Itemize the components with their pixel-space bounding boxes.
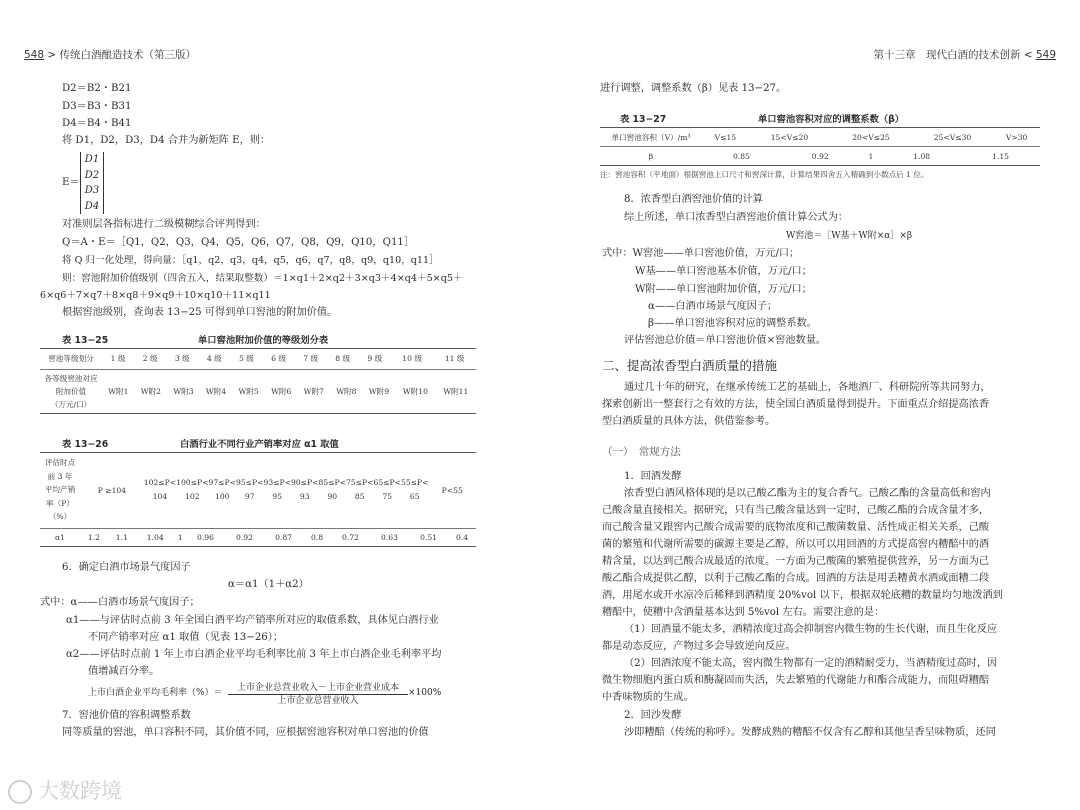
paragraph-line: 酒，用尾水或开水凉冷后稀释到酒精度 20%vol 以下，根据双轮底糟的数量均匀地泼洒到: [602, 590, 1003, 601]
paragraph-line: 浓香型白酒风格体现的是以己酸乙酯为主的复合香气。己酸乙酯的含量高低和窖内: [624, 488, 991, 499]
paragraph-line: （1）回酒量不能太多，酒精浓度过高会抑制窖内微生物的生长代谢，而且生化反应: [624, 624, 998, 635]
right-running-header: [873, 47, 1056, 62]
merge-text: 将 D1，D2，D3，D4 合并为新矩阵 E，则：: [62, 135, 271, 146]
text-line: Q＝A・E＝［Q1，Q2，Q3，Q4，Q5，Q6，Q7，Q8，Q9，Q10，Q11］: [62, 237, 415, 248]
def-line: 式中：α——白酒市场景气度因子；: [40, 597, 200, 608]
paragraph-line: 型白酒质量的具体方法，供借鉴参考。: [602, 416, 776, 427]
table-26-title: 白酒行业不同行业产销率对应 α1 取值: [180, 439, 339, 450]
table-header-cell: 2 级: [142, 353, 158, 363]
table-rule: [40, 546, 476, 547]
table-26-body: [40, 530, 476, 544]
table-header-cell: V≤15: [714, 132, 737, 142]
table-row-label: α1: [55, 532, 65, 542]
table-cell: 0.92: [236, 532, 253, 542]
table-row: [600, 149, 1040, 163]
table-header-cell: 11 级: [444, 353, 465, 363]
matrix-e: [80, 152, 104, 214]
watermark-text: 大数跨境: [38, 779, 122, 803]
def-line: α1——与评估时点前 3 年全国白酒平均产销率所对应的取值系数，具体见白酒行业: [66, 615, 439, 626]
paragraph-line: 都是动态反应，产物过多会导致逆向反应。: [602, 641, 796, 652]
fraction-denominator: 上市企业总营业收入: [277, 696, 359, 706]
table-25-body: [40, 372, 476, 411]
subsection-2-title: 2．回沙发酵: [624, 710, 682, 721]
text-line: 对准则层各指标进行二级模糊综合评判得到：: [62, 219, 266, 230]
table-rule: [40, 348, 476, 349]
table-header-cell: V>30: [1005, 132, 1028, 142]
eq-d4: D4＝B4・B41: [62, 118, 132, 129]
text-line: 6×q6＋7×q7＋8×q8＋9×q9＋10×q10＋11×q11: [40, 290, 271, 301]
left-book-title: > 传统白酒酿造技术（第三版）: [47, 49, 197, 61]
paragraph-line: 己酸含量直接相关。据研究，只有当己酸含量达到一定时，己酸乙酯的合成含量才多，: [602, 505, 990, 516]
table-rule: [600, 127, 1040, 128]
table-header-row: [40, 454, 476, 526]
table-cell: W附6: [271, 387, 292, 396]
table-cell: 0.63: [381, 532, 398, 542]
table-header-cell: 65≤P< 75: [373, 478, 401, 501]
table-cell: W附1: [108, 387, 129, 396]
table-header-cell: P<55: [441, 485, 463, 495]
right-page: [540, 0, 1080, 810]
table-header-row: [600, 130, 1040, 144]
table-cell: 1: [868, 151, 874, 161]
table-header-cell: 8 级: [335, 353, 351, 363]
table-row: [40, 530, 476, 544]
table-header-cell: 75≤P< 85: [345, 478, 374, 501]
table-rule: [600, 165, 1040, 166]
table-27-body: [600, 149, 1040, 163]
right-page-number: 549: [1035, 49, 1056, 61]
matrix-label: E＝: [62, 177, 80, 188]
table-header-cell: 1 级: [110, 353, 126, 363]
table-header-cell: 55≤P< 65: [400, 478, 429, 501]
fraction-numerator: 上市企业总营业收入－上市企业营业成本: [228, 680, 408, 695]
subsection-heading: （一） 常规方法: [602, 446, 681, 458]
table-rule: [40, 369, 476, 370]
table-cell: 1.1: [115, 532, 128, 542]
w-def-line: 式中：W窖池——单口窖池价值，万元/口；: [602, 248, 800, 259]
table-header-cell: 4 级: [206, 353, 222, 363]
section-heading: 二、提高浓香型白酒质量的措施: [602, 358, 778, 373]
table-cell: 1.2: [87, 532, 100, 542]
header-label-line: 前 3 年: [47, 471, 73, 481]
right-chapter-title: 第十三章 现代白酒的技术创新 <: [873, 49, 1033, 61]
table-rule: [40, 528, 476, 529]
table-rule: [40, 413, 476, 414]
def-line: 不同产销率对应 α1 取值（见表 13−26）；: [88, 632, 284, 643]
paragraph-line: 沙即糟醅（传统的称呼）。发酵成熟的糟醅不仅含有乙醇和其他呈香呈味物质，还同: [624, 727, 996, 738]
table-27-title: 单口窖池容积对应的调整系数（β）: [758, 114, 905, 125]
w-def-line: W基——单口窖池基本价值，万元/口；: [635, 266, 812, 277]
table-row: [40, 372, 476, 411]
table-header-cell: P ≥104: [97, 485, 127, 495]
table-cell: 0.51: [420, 532, 438, 542]
watermark-logo-icon: [8, 780, 32, 804]
row-label-line: 附加价值: [55, 387, 87, 396]
table-header-cell: 20<V≤25: [852, 132, 890, 142]
def-line: 值增减百分率。: [88, 666, 160, 677]
paragraph-line: 通过几十年的研究，在继承传统工艺的基础上，各地酒厂、科研院所等共同努力，: [624, 382, 991, 393]
table-rule: [600, 146, 1040, 147]
margin-formula-rhs: ×100%: [408, 688, 442, 698]
matrix-row: D2: [84, 169, 100, 181]
table-25-title: 单口窖池附加价值的等级划分表: [198, 335, 329, 346]
intro-line: 进行调整，调整系数（β）见表 13−27。: [600, 83, 787, 94]
paragraph-line: 而己酸含量又跟窖内己酸合成需要的底物浓度和己酸菌数量、活性成正相关关系，己酸: [602, 522, 990, 533]
table-cell: 0.96: [197, 532, 214, 542]
table-cell: W附7: [303, 387, 324, 396]
table-27-number: 表 13−27: [620, 114, 667, 125]
paragraph-line: 精含量，以达到己酸合成最适的浓度。一方面为己酸菌的繁殖提供营养，另一方面为己: [602, 556, 990, 567]
table-header-cell: 95≤P< 97: [235, 478, 264, 501]
table-27: [600, 130, 1040, 144]
table-26-number: 表 13−26: [62, 439, 109, 450]
table-header-row: [40, 351, 476, 365]
row-label-line: 各等级窖池对应: [44, 374, 98, 383]
w-def-line: α——白酒市场景气度因子；: [648, 301, 778, 312]
table-cell: 0.72: [342, 532, 359, 542]
row-label-line: （万元/口）: [50, 400, 92, 409]
paragraph-line: 菌的繁殖和代谢所需要的碳源主要是乙醇，所以可以用回酒的方式提高窖内糟醅中的酒: [602, 539, 990, 550]
paragraph-line: 中香味物质的生成。: [602, 692, 694, 703]
table-header-cell: 10 级: [402, 353, 422, 363]
table-cell: 1.15: [992, 151, 1009, 161]
table-header-cell: 窖池等级划分: [48, 353, 94, 363]
table-cell: 0.4: [456, 532, 469, 542]
table-row-label: [40, 372, 102, 411]
table-cell: 1: [177, 532, 183, 542]
eq-d3: D3＝B3・B31: [62, 101, 132, 112]
table-header-cell: 15<V≤20: [770, 132, 809, 142]
table-header-cell: 7 级: [303, 353, 319, 363]
watermark: [8, 775, 122, 805]
table-cell: 1.08: [913, 151, 931, 161]
table-25-number: 表 13−25: [62, 335, 109, 346]
eq-d2: D2＝B2・B21: [62, 83, 132, 94]
table-cell: W附2: [140, 387, 161, 396]
table-27-note: 注：窖池容积（平地面）根据窖池上口尺寸和窖深计算，计算结果四舍五入精确到小数点后 1 位。: [600, 170, 929, 179]
table-header-cell: 3 级: [174, 353, 190, 363]
table-header-cell: 5 级: [239, 353, 254, 363]
table-header-cell: 93≤P< 95: [263, 478, 291, 501]
table-cell: 0.85: [732, 151, 750, 161]
table-26: [40, 454, 476, 526]
w-def-line: β——单口窖池容积对应的调整系数。: [648, 318, 817, 329]
table-cell: W附10: [402, 387, 428, 396]
table-header-cell: 97≤P< 100: [208, 478, 236, 501]
w-def-line: 评估窖池总价值＝单口窖池价值×窖池数量。: [624, 335, 827, 346]
w-def-line: W附——单口窖池附加价值，万元/口；: [635, 284, 812, 295]
formula-w: W窖池＝［W基＋W附×α］×β: [786, 231, 913, 241]
text-line: 将 Q 归一化处理，得向量：［q1，q2，q3，q4，q5，q6，q7，q8，q9，q10，q11］: [62, 255, 439, 266]
section-8-title: 8．浓香型白酒窖池价值的计算: [624, 194, 763, 205]
table-cell: 0.87: [275, 532, 293, 542]
header-label-line: 评估时点: [44, 458, 76, 468]
table-cell: W附3: [173, 387, 194, 396]
left-page-number: 548: [24, 49, 45, 61]
table-header-cell: 9 级: [367, 353, 383, 363]
table-cell: W附11: [443, 387, 469, 396]
subsection-1-title: 1．回酒发酵: [624, 471, 682, 482]
table-row-label: β: [648, 151, 654, 161]
table-header-cell: 25<V≤30: [933, 132, 972, 142]
header-label-line: （%）: [48, 512, 72, 522]
header-label-line: 率（P）: [46, 498, 74, 508]
text-line: 根据窖池级别，查询表 13−25 可得到单口窖池的附加价值。: [62, 307, 338, 318]
table-header-cell: 102≤P< 104: [143, 478, 177, 501]
table-cell: W附9: [368, 387, 390, 396]
text-line: 则：窖池附加价值级别（四舍五入，结果取整数）＝1×q1＋2×q2＋3×q3＋4×q4＋5×q5＋: [62, 273, 463, 284]
header-label-line: 平均产销: [44, 485, 76, 495]
matrix-row: D3: [84, 185, 100, 196]
table-header-cell: 90≤P< 93: [290, 478, 319, 501]
table-cell: W附5: [238, 387, 259, 396]
section-8-text: 综上所述，单口浓香型白酒窖池价值计算公式为：: [624, 212, 849, 223]
matrix-row: D1: [84, 154, 100, 165]
paragraph-line: （2）回酒浓度不能太高，窖内微生物都有一定的酒精耐受力，当酒精度过高时，因: [624, 658, 998, 669]
section-7-text: 同等质量的窖池，单口容积不同，其价值不同，应根据窖池容积对单口窖池的价值: [62, 727, 429, 738]
table-cell: W附8: [336, 387, 357, 396]
table-25: [40, 351, 476, 365]
formula-alpha: α＝α1（1＋α2）: [228, 579, 309, 590]
paragraph-line: 糟醅中，使糟中含酒量基本达到 5%vol 左右。需要注意的是：: [602, 607, 885, 618]
paragraph-line: 微生物细胞内蛋白质和酶凝固而失活，失去繁殖的代谢能力和酯合成能力，而阻碍糟醅: [602, 675, 990, 686]
section-7-title: 7．窖池价值的容积调整系数: [62, 710, 191, 721]
def-line: α2——评估时点前 1 年上市白酒企业平均毛利率比前 3 年上市白酒企业毛利率平均: [66, 649, 442, 660]
paragraph-line: 酸乙酯合成提供乙醇，以利于己酸乙酯的合成。回酒的方法是用丢糟黄水酒或面糟二段: [602, 573, 990, 584]
table-header-cell: 单口窖池容积（V）/m³: [611, 132, 691, 142]
left-running-header: [24, 47, 196, 62]
table-header-cell: 85≤P< 90: [318, 478, 346, 501]
paragraph-line: 探索创新出一整套行之有效的方法，使全国白酒质量得到提升。下面重点介绍提高浓香: [602, 399, 990, 410]
table-cell: 0.8: [310, 532, 324, 542]
table-header-cell: 6 级: [271, 353, 286, 363]
margin-formula-lhs: 上市白酒企业平均毛利率（%）＝: [88, 688, 223, 698]
matrix-row: D4: [84, 200, 100, 212]
table-cell: W附4: [205, 387, 227, 396]
section-6-title: 6．确定白酒市场景气度因子: [62, 562, 191, 573]
table-rule: [40, 452, 476, 453]
table-header-label: [40, 454, 80, 526]
table-cell: 0.92: [811, 151, 829, 161]
table-header-cell: 100≤P< 102: [176, 478, 209, 501]
table-cell: 1.04: [146, 532, 164, 542]
